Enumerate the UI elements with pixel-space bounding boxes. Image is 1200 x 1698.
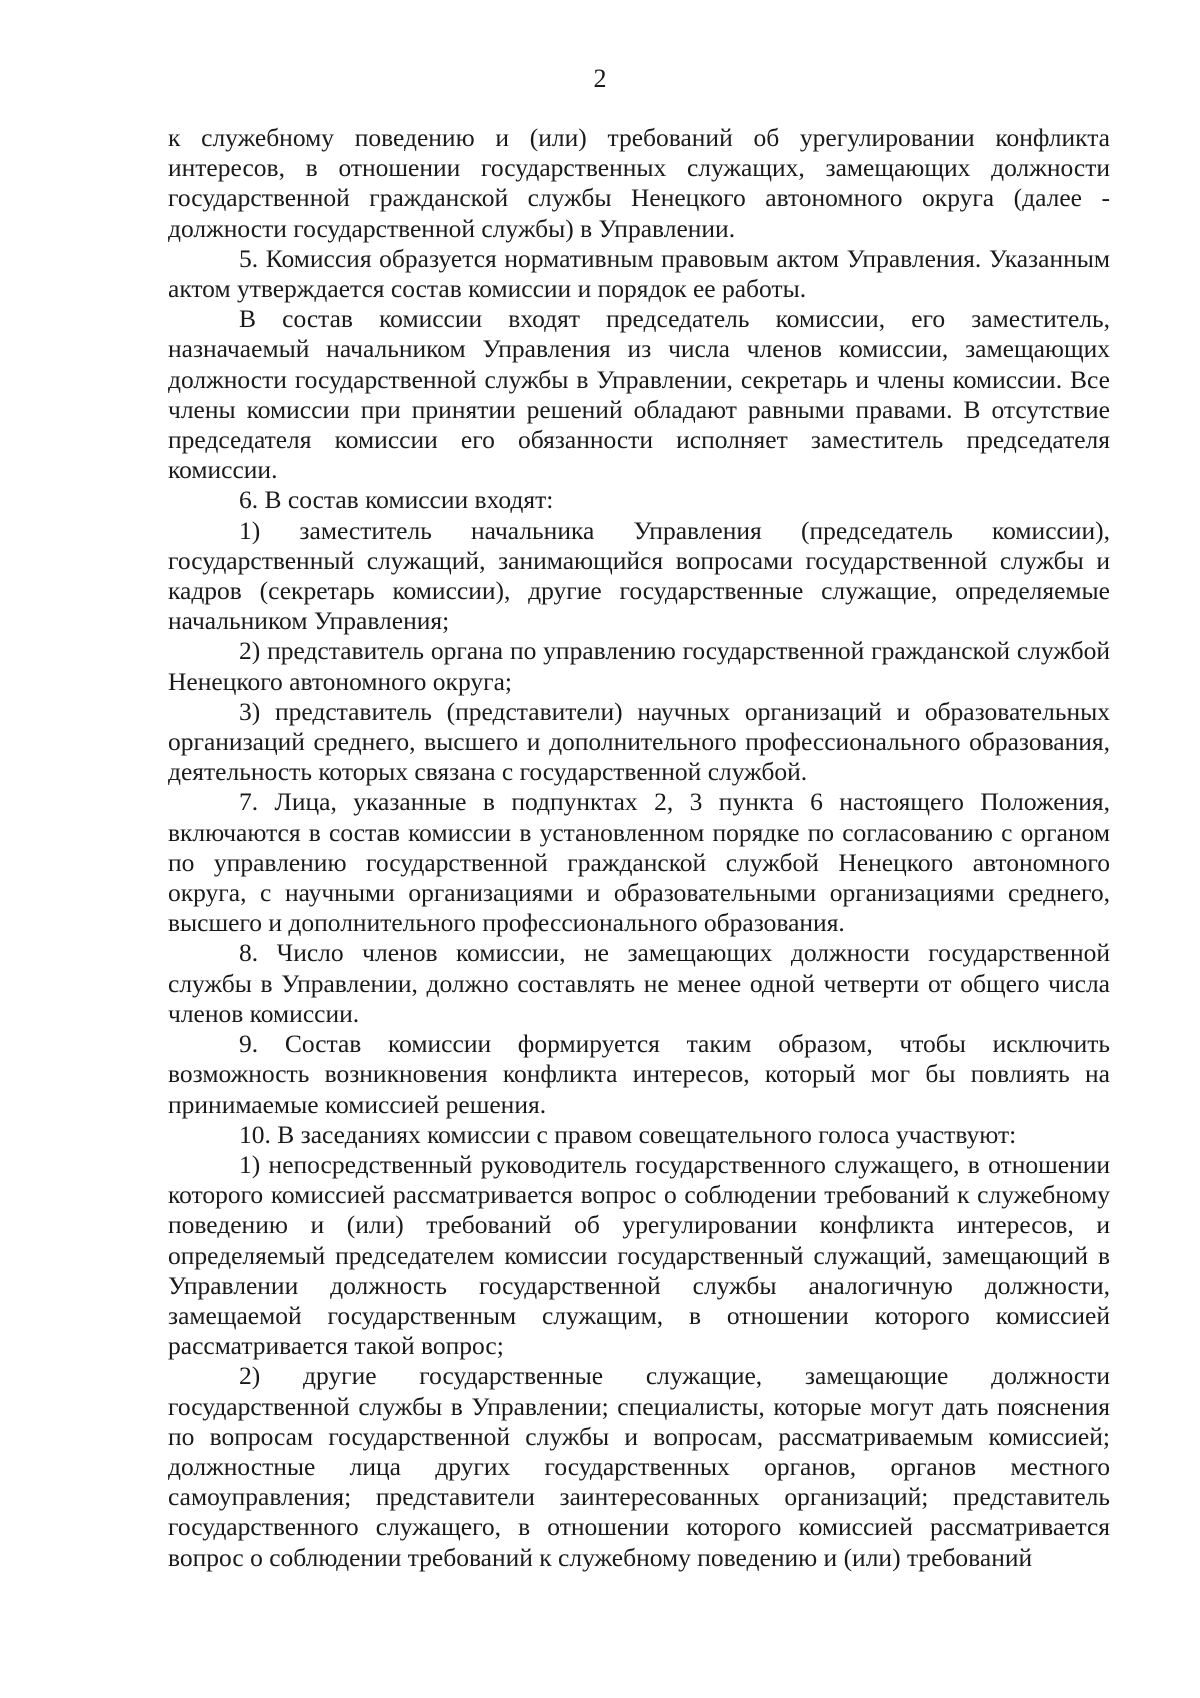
page-number: 2 — [593, 64, 607, 93]
document-body — [168, 123, 1110, 1573]
paragraph-continuation: к служебному поведению и (или) требований об урегулировании конфликта интересов, в отношении государственных служащих, замещающих должности государственной гражданской службы Ненецкого автономного округа (далее - должности государственной службы) в Управлении. — [168, 123, 1110, 243]
paragraph-commission-composition: В состав комиссии входят председатель комиссии, его заместитель, назначаемый начальником Управления из числа членов комиссии, замещающих должности государственной службы в Управлении, секретарь и члены комиссии. Все члены комиссии при принятии решений обладают равными правами. В отсутствие председателя комиссии его обязанности исполняет заместитель председателя комиссии. — [168, 304, 1110, 485]
paragraph-item-6-sub-3: 3) представитель (представители) научных организаций и образовательных организаций среднего, высшего и дополнительного профессионального образования, деятельность которых связана с государственной службой. — [168, 696, 1110, 787]
paragraph-item-8: 8. Число членов комиссии, не замещающих должности государственной службы в Управлении, должно составлять не менее одной четверти от общего числа членов комиссии. — [168, 938, 1110, 1028]
paragraph-item-6-sub-2: 2) представитель органа по управлению государственной гражданской службой Ненецкого автономного округа; — [168, 636, 1110, 696]
paragraph-item-9: 9. Состав комиссии формируется таким образом, чтобы исключить возможность возникновения конфликта интересов, который мог бы повлиять на принимаемые комиссией решения. — [168, 1029, 1110, 1119]
paragraph-item-6: 6. В состав комиссии входят: — [239, 485, 554, 515]
paragraph-item-5: 5. Комиссия образуется нормативным правовым актом Управления. Указанным актом утверждается состав комиссии и порядок ее работы. — [168, 243, 1110, 304]
paragraph-item-10: 10. В заседаниях комиссии с правом совещательного голоса участвуют: — [239, 1119, 1017, 1149]
paragraph-item-10-sub-2: 2) другие государственные служащие, замещающие должности государственной службы в Управлении; специалисты, которые могут дать пояснения по вопросам государственной службы и вопросам, рассматриваемым комиссией; должностные лица других государственных органов, органов местного самоуправления; представители заинтересованных организаций; представитель государственного служащего, в отношении которого комиссией рассматривается вопрос о соблюдении требований к служебному поведению и (или) требований — [168, 1361, 1110, 1572]
paragraph-item-7: 7. Лица, указанные в подпунктах 2, 3 пункта 6 настоящего Положения, включаются в состав комиссии в установленном порядке по согласованию с органом по управлению государственной гражданской службой Ненецкого автономного округа, с научными организациями и образовательными организациями среднего, высшего и дополнительного профессионального образования. — [168, 787, 1110, 938]
paragraph-item-6-sub-1: 1) заместитель начальника Управления (председатель комиссии), государственный служащий, занимающийся вопросами государственной службы и кадров (секретарь комиссии), другие государственные служащие, определяемые начальником Управления; — [168, 515, 1110, 636]
paragraph-item-10-sub-1: 1) непосредственный руководитель государственного служащего, в отношении которого комиссией рассматривается вопрос о соблюдении требований к служебному поведению и (или) требований об урегулировании конфликта интересов, и определяемый председателем комиссии государственный служащий, замещающий в Управлении должность государственной службы аналогичную должности, замещаемой государственным служащим, в отношении которого комиссией рассматривается такой вопрос; — [168, 1149, 1110, 1361]
